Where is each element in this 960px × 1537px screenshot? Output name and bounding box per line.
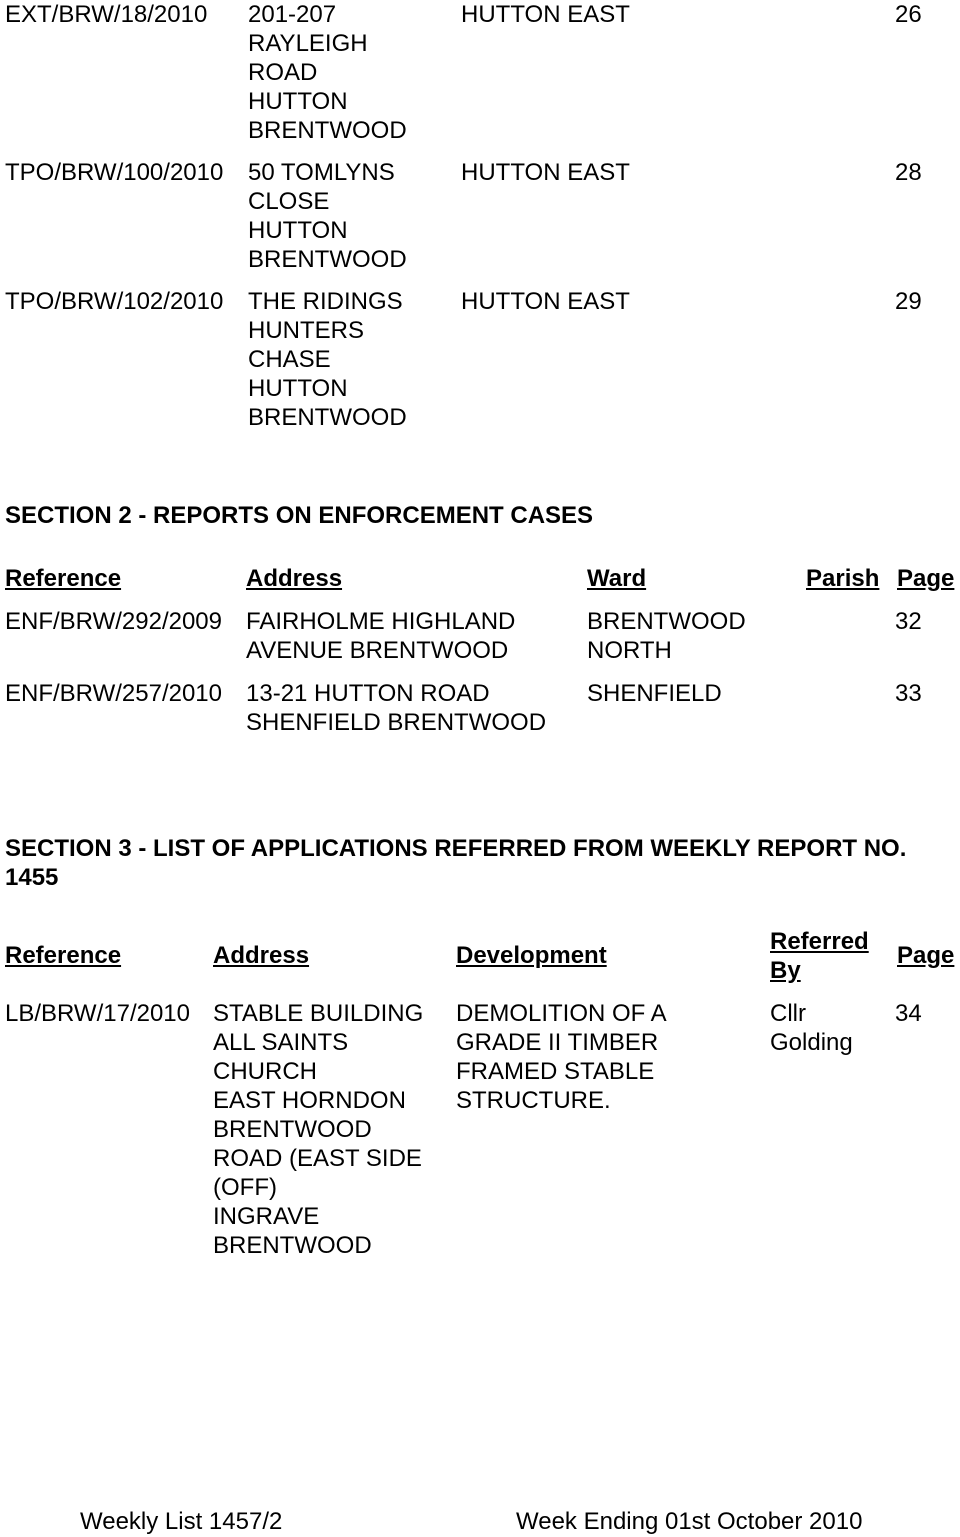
s3-header-page: Page	[897, 942, 955, 969]
s1-row-address: 50 TOMLYNS CLOSE HUTTON BRENTWOOD	[248, 159, 407, 273]
s2-row-address: FAIRHOLME HIGHLAND AVENUE BRENTWOOD	[246, 608, 516, 664]
s2-row-ward: SHENFIELD	[587, 680, 722, 707]
s2-row-ward: BRENTWOOD NORTH	[587, 608, 746, 664]
s2-row-page: 33	[895, 680, 922, 707]
s1-row-address: THE RIDINGS HUNTERS CHASE HUTTON BRENTWOOD	[248, 288, 407, 431]
section-2-title: SECTION 2 - REPORTS ON ENFORCEMENT CASES	[5, 502, 594, 529]
s2-row-reference: ENF/BRW/292/2009	[5, 608, 222, 635]
footer-week-ending: Week Ending 01st October 2010	[516, 1508, 863, 1535]
s1-row-ward: HUTTON EAST	[461, 1, 630, 28]
s1-row-reference: EXT/BRW/18/2010	[5, 1, 208, 28]
s2-row-reference: ENF/BRW/257/2010	[5, 680, 222, 707]
s3-header-address: Address	[213, 942, 310, 969]
s3-row-page: 34	[895, 1000, 922, 1027]
s2-header-parish: Parish	[806, 565, 880, 592]
s3-row-referred-by: Cllr Golding	[770, 1000, 853, 1056]
footer-weekly-list: Weekly List 1457/2	[80, 1508, 283, 1535]
s2-header-ward: Ward	[587, 565, 647, 592]
s1-row-page: 28	[895, 159, 922, 186]
s2-header-page: Page	[897, 565, 955, 592]
s1-row-ward: HUTTON EAST	[461, 159, 630, 186]
s1-row-page: 29	[895, 288, 922, 315]
s1-row-page: 26	[895, 1, 922, 28]
s1-row-reference: TPO/BRW/102/2010	[5, 288, 224, 315]
s2-header-address: Address	[246, 565, 343, 592]
s3-row-development: DEMOLITION OF A GRADE II TIMBER FRAMED STABLE STRUCTURE.	[456, 1000, 667, 1114]
s3-header-referred-by: Referred By	[770, 928, 869, 984]
s1-row-reference: TPO/BRW/100/2010	[5, 159, 224, 186]
s2-row-page: 32	[895, 608, 922, 635]
s1-row-ward: HUTTON EAST	[461, 288, 630, 315]
s1-row-address: 201-207 RAYLEIGH ROAD HUTTON BRENTWOOD	[248, 1, 407, 144]
s3-row-reference: LB/BRW/17/2010	[5, 1000, 191, 1027]
s3-header-reference: Reference	[5, 942, 122, 969]
s2-row-address: 13-21 HUTTON ROAD SHENFIELD BRENTWOOD	[246, 680, 547, 736]
s3-row-address: STABLE BUILDING ALL SAINTS CHURCH EAST HORNDON BRENTWOOD ROAD (EAST SIDE (OFF) INGRAVE BRENTWOOD	[213, 1000, 424, 1259]
s2-header-reference: Reference	[5, 565, 122, 592]
section-3-title: SECTION 3 - LIST OF APPLICATIONS REFERRED FROM WEEKLY REPORT NO. 1455	[5, 835, 907, 891]
s3-header-development: Development	[456, 942, 607, 969]
